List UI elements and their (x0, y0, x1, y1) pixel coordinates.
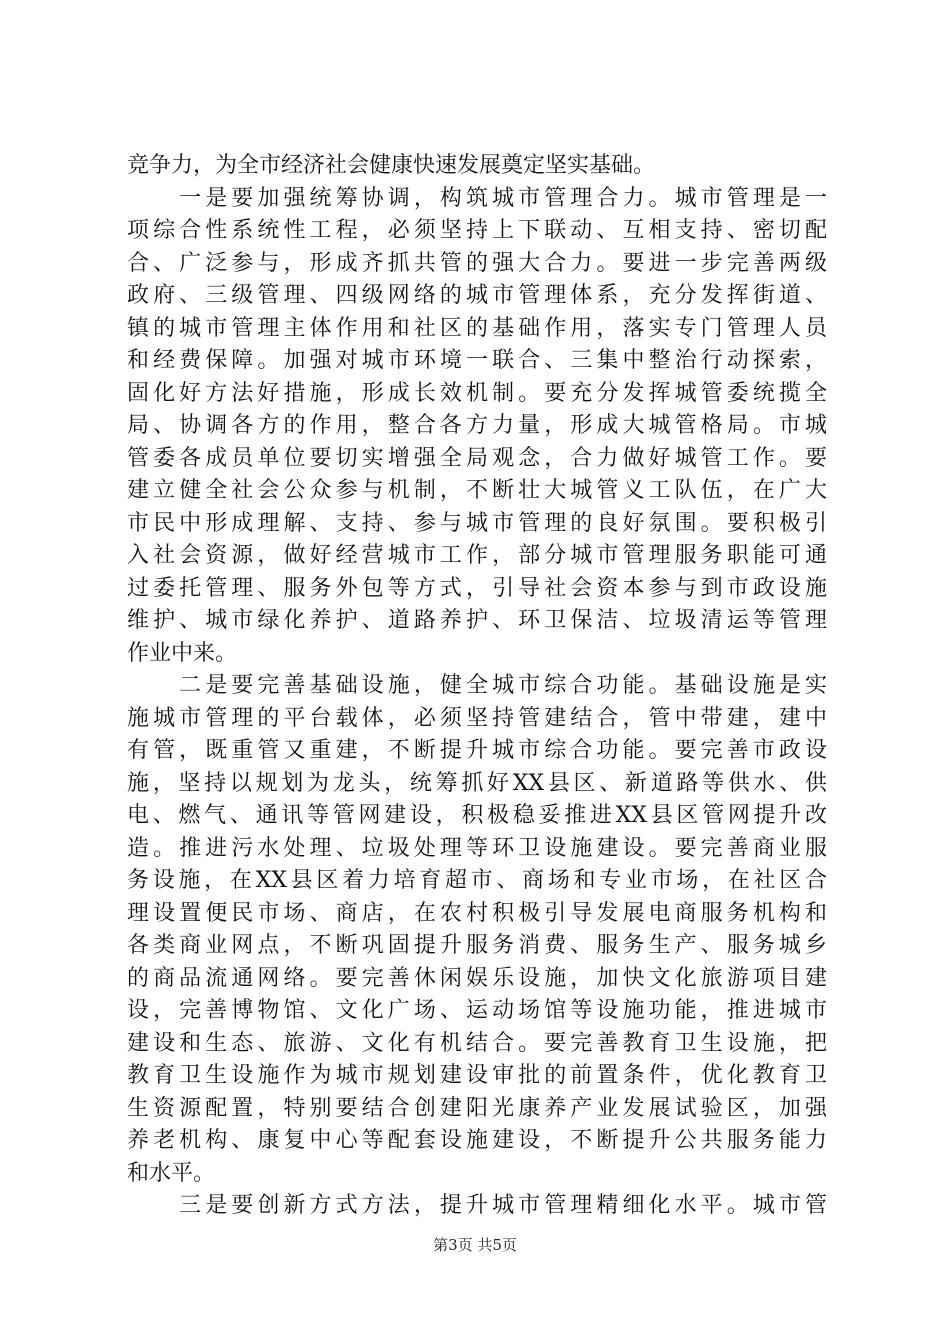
text-line: 务设施，在XX县区着力培育超市、商场和专业市场，在社区合 (127, 868, 827, 893)
page-footer: 第3页 共5页 (433, 1236, 517, 1254)
text-line: 局、协调各方的作用，整合各方力量，形成大城管格局。市城 (127, 413, 827, 438)
text-line: 作业中来。 (127, 640, 238, 666)
text-line: 的商品流通网络。要完善休闲娱乐设施，加快文化旅游项目建 (127, 965, 827, 991)
text-line: 镇的城市管理主体作用和社区的基础作用，落实专门管理人员 (127, 315, 827, 341)
text-line: 维护、城市绿化养护、道路养护、环卫保洁、垃圾清运等管理 (127, 608, 827, 633)
text-line: 二是要完善基础设施，健全城市综合功能。基础设施是实 (127, 673, 827, 698)
text-line: 生资源配置，特别要结合创建阳光康养产业发展试验区，加强 (127, 1095, 827, 1121)
text-line: 合、广泛参与，形成齐抓共管的强大合力。要进一步完善两级 (127, 250, 827, 276)
text-line: 政府、三级管理、四级网络的城市管理体系，充分发挥街道、 (127, 283, 827, 308)
text-line: 项综合性系统性工程，必须坚持上下联动、互相支持、密切配 (127, 218, 827, 243)
text-line: 市民中形成理解、支持、参与城市管理的良好氛围。要积极引 (127, 510, 827, 536)
text-line: 过委托管理、服务外包等方式，引导社会资本参与到市政设施 (127, 575, 827, 601)
text-line: 三是要创新方式方法，提升城市管理精细化水平。城市管 (127, 1193, 827, 1218)
text-line: 电、燃气、通讯等管网建设，积极稳妥推进XX县区管网提升改 (127, 803, 827, 828)
text-line: 施城市管理的平台载体，必须坚持管建结合，管中带建，建中 (127, 705, 827, 731)
text-line: 养老机构、康复中心等配套设施建设，不断提升公共服务能力 (127, 1128, 827, 1153)
text-line: 设，完善博物馆、文化广场、运动场馆等设施功能，推进城市 (127, 998, 827, 1023)
text-line: 竞争力，为全市经济社会健康快速发展奠定坚实基础。 (127, 153, 656, 178)
text-line: 管委各成员单位要切实增强全局观念，合力做好城管工作。要 (127, 445, 827, 471)
text-line: 一是要加强统筹协调，构筑城市管理合力。城市管理是一 (127, 185, 827, 211)
document-body (127, 150, 827, 1223)
text-line: 理设置便民市场、商店，在农村积极引导发展电商服务机构和 (127, 900, 827, 926)
text-line: 和水平。 (127, 1160, 216, 1186)
text-line: 建立健全社会公众参与机制，不断壮大城管义工队伍，在广大 (127, 478, 827, 503)
text-line: 和经费保障。加强对城市环境一联合、三集中整治行动探索， (127, 348, 827, 373)
text-line: 施，坚持以规划为龙头，统筹抓好XX县区、新道路等供水、供 (127, 770, 827, 796)
text-line: 有管，既重管又重建，不断提升城市综合功能。要完善市政设 (127, 738, 827, 763)
text-line: 教育卫生设施作为城市规划建设审批的前置条件，优化教育卫 (127, 1063, 827, 1088)
text-line: 各类商业网点，不断巩固提升服务消费、服务生产、服务城乡 (127, 933, 827, 958)
text-line: 入社会资源，做好经营城市工作，部分城市管理服务职能可通 (127, 543, 827, 568)
text-line: 固化好方法好措施，形成长效机制。要充分发挥城管委统揽全 (127, 380, 827, 406)
text-line: 造。推进污水处理、垃圾处理等环卫设施建设。要完善商业服 (127, 835, 827, 861)
text-line: 建设和生态、旅游、文化有机结合。要完善教育卫生设施，把 (127, 1030, 827, 1056)
